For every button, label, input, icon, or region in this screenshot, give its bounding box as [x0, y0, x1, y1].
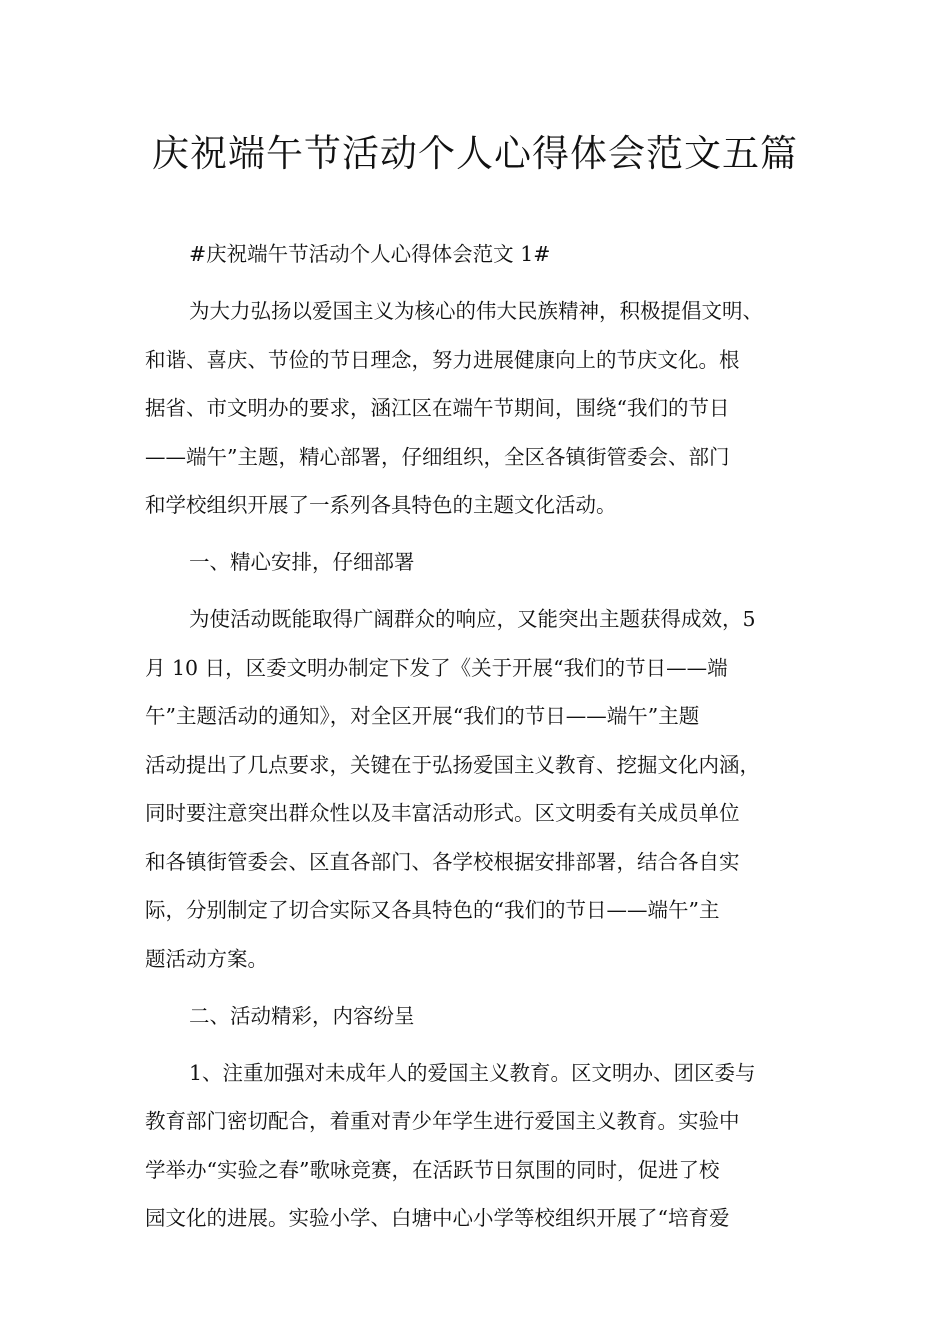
- paragraph-1-line-2: 和谐、喜庆、节俭的节日理念，努力进展健康向上的节庆文化。根: [145, 347, 740, 372]
- paragraph-3-line-2: 教育部门密切配合，着重对青少年学生进行爱国主义教育。实验中: [145, 1109, 740, 1133]
- paragraph-3-line-4: 园文化的进展。实验小学、白塘中心小学等校组织开展了“培育爱: [145, 1206, 730, 1230]
- paragraph-3-line-1: 1、注重加强对未成年人的爱国主义教育。区文明办、团区委与: [189, 1060, 756, 1085]
- paragraph-gap: [145, 587, 810, 596]
- paragraph-2-line-3: 午”主题活动的通知》，对全区开展“我们的节日——端午”主题: [145, 704, 700, 728]
- document-title: 庆祝端午节活动个人心得体会范文五篇: [152, 132, 798, 175]
- section-heading-essay-1: #庆祝端午节活动个人心得体会范文 1#: [189, 242, 551, 266]
- paragraph-1-line-5: 和学校组织开展了一系列各具特色的主题文化活动。: [145, 493, 617, 517]
- paragraph-gap: [145, 983, 810, 992]
- paragraph-3-line-3: 学举办“实验之春”歌咏竞赛，在活跃节日氛围的同时，促进了校: [145, 1157, 720, 1182]
- document-body: [145, 230, 810, 1243]
- section-heading-2: 二、活动精彩，内容纷呈: [189, 1003, 415, 1028]
- paragraph-1-line-1: 为大力弘扬以爱国主义为核心的伟大民族精神，积极提倡文明、: [189, 299, 763, 323]
- paragraph-2-line-1: 为使活动既能取得广阔群众的响应，又能突出主题获得成效，5: [189, 607, 756, 631]
- paragraph-2-line-5: 同时要注意突出群众性以及丰富活动形式。区文明委有关成员单位: [145, 801, 740, 825]
- paragraph-2-line-7: 际，分别制定了切合实际又各具特色的“我们的节日——端午”主: [145, 898, 720, 922]
- paragraph-1-line-4: ——端午”主题，精心部署，仔细组织，全区各镇街管委会、部门: [145, 444, 730, 469]
- paragraph-gap: [145, 279, 810, 288]
- paragraph-2-line-8: 题活动方案。: [145, 946, 268, 971]
- paragraph-gap: [145, 530, 810, 539]
- paragraph-gap: [145, 1040, 810, 1049]
- section-heading-1: 一、精心安排，仔细部署: [189, 550, 415, 574]
- paragraph-2-line-2: 月 10 日，区委文明办制定下发了《关于开展“我们的节日——端: [145, 655, 728, 680]
- paragraph-1-line-3: 据省、市文明办的要求，涵江区在端午节期间，围绕“我们的节日: [145, 396, 730, 420]
- paragraph-2-line-4: 活动提出了几点要求，关键在于弘扬爱国主义教育、挖掘文化内涵，: [145, 752, 760, 777]
- paragraph-2-line-6: 和各镇街管委会、区直各部门、各学校根据安排部署，结合各自实: [145, 849, 740, 874]
